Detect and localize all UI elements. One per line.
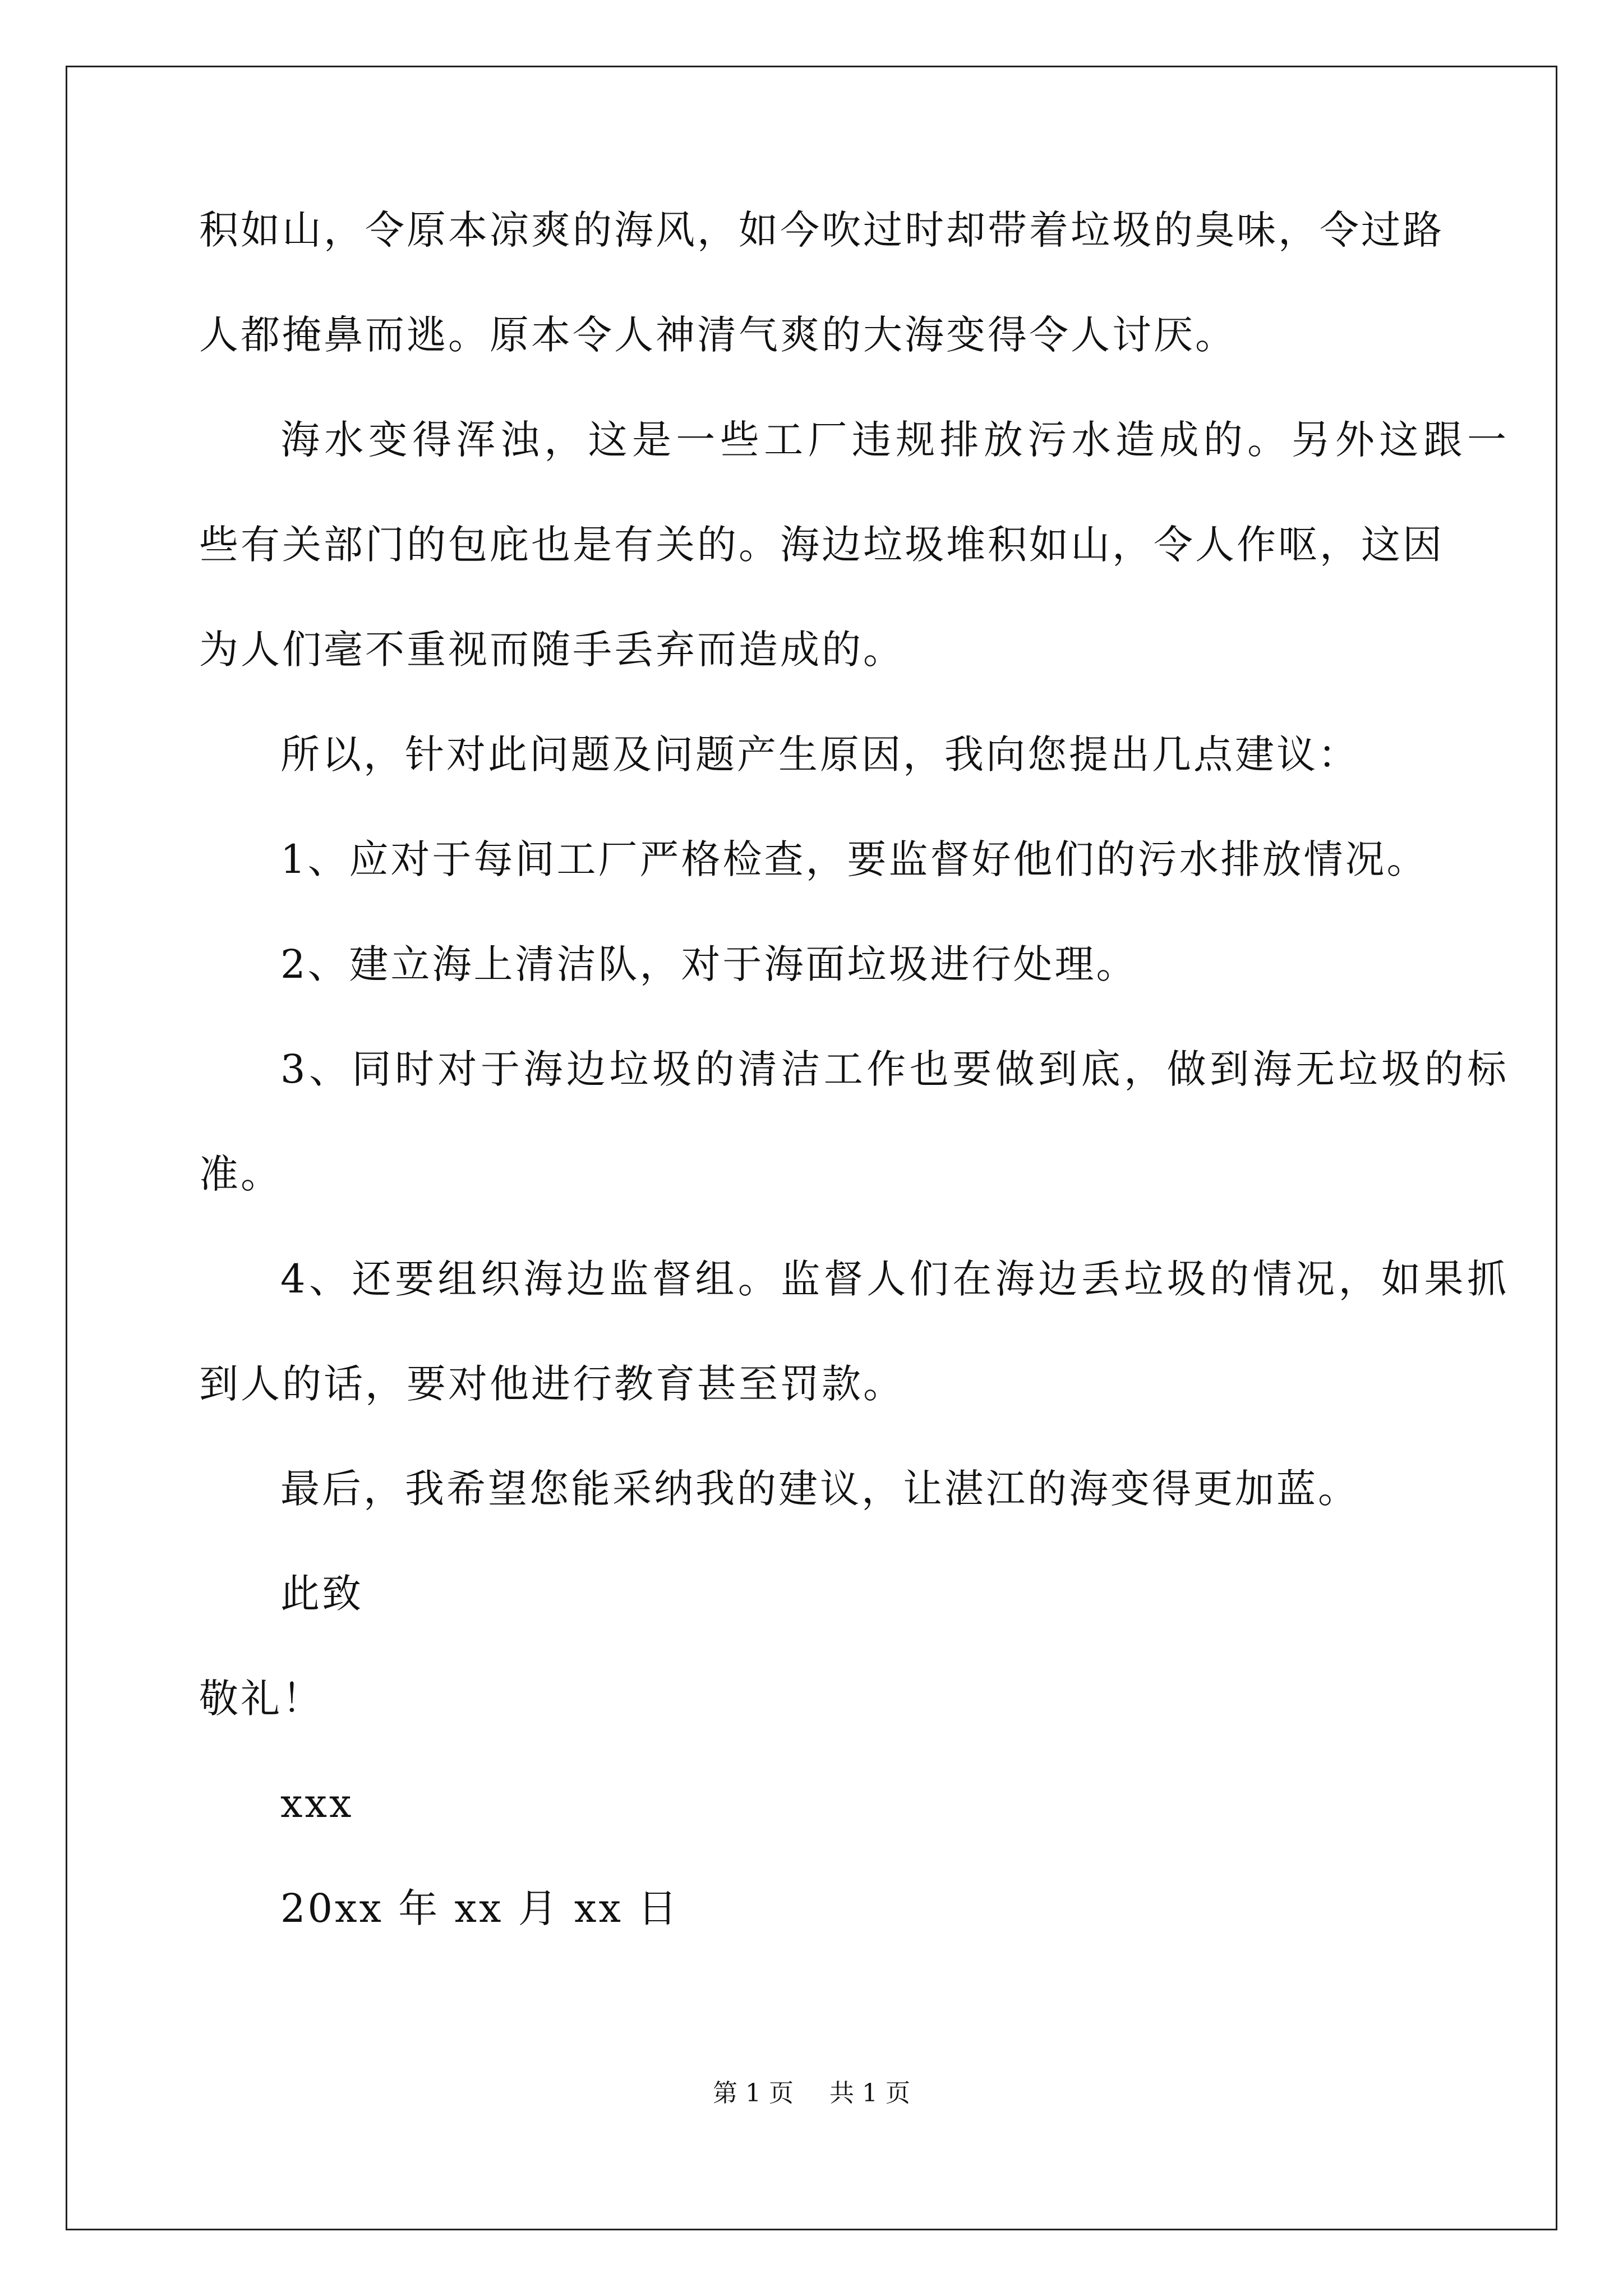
- suggestion-item: 2、建立海上清洁队，对于海面垃圾进行处理。: [280, 941, 1138, 987]
- paragraph-line: 为人们毫不重视而随手丢弃而造成的。: [199, 627, 905, 673]
- suggestion-item: 4、还要组织海边监督组。监督人们在海边丢垃圾的情况，如果抓: [280, 1256, 1509, 1302]
- suggestion-item: 3、同时对于海边垃圾的清洁工作也要做到底，做到海无垃圾的标: [280, 1046, 1509, 1092]
- suggestion-item-continuation: 到人的话，要对他进行教育甚至罚款。: [199, 1361, 905, 1407]
- page-number: 第 1 页: [713, 2079, 794, 2108]
- date: 20xx 年 xx 月 xx 日: [280, 1885, 680, 1931]
- paragraph-line: 最后，我希望您能采纳我的建议，让湛江的海变得更加蓝。: [280, 1466, 1359, 1512]
- paragraph-line: 些有关部门的包庇也是有关的。海边垃圾堆积如山，令人作呕，这因: [199, 522, 1444, 568]
- paragraph-line: 海水变得浑浊，这是一些工厂违规排放污水造成的。另外这跟一: [280, 417, 1509, 463]
- paragraph-line: 所以，针对此问题及问题产生原因，我向您提出几点建议：: [280, 731, 1359, 777]
- suggestion-item: 1、应对于每间工厂严格检查，要监督好他们的污水排放情况。: [280, 836, 1428, 882]
- paragraph-line: 人都掩鼻而逃。原本令人神清气爽的大海变得令人讨厌。: [199, 312, 1237, 358]
- suggestion-item-continuation: 准。: [199, 1151, 282, 1197]
- page-footer: [0, 2077, 1623, 2110]
- signature: xxx: [280, 1780, 354, 1826]
- paragraph-line: 积如山，令原本凉爽的海风，如今吹过时却带着垃圾的臭味，令过路: [199, 207, 1444, 253]
- closing-salutation: 此致: [280, 1571, 363, 1617]
- closing-regards: 敬礼！: [199, 1676, 324, 1722]
- page-total: 共 1 页: [829, 2079, 910, 2108]
